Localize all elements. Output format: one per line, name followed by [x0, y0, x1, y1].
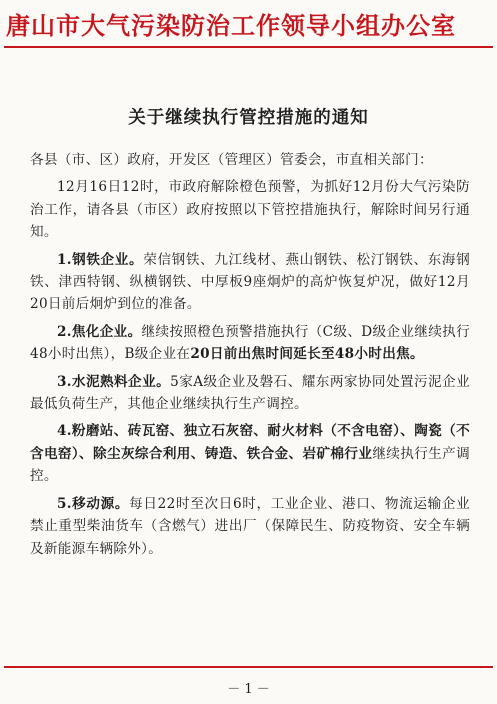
item-heading: 2.焦化企业。: [57, 323, 142, 340]
item-mobile-source: [30, 493, 470, 560]
salutation: 各县（市、区）政府，开发区（管理区）管委会，市直相关部门：: [30, 152, 433, 168]
item-text: 每日22时至次日6时，工业企业、港口、物流运输企业禁止重型柴油货车（含燃气）进出厂（保障民生、防疫物资、安全车辆及新能源车辆除外）。: [30, 495, 470, 557]
item-cement: [30, 371, 470, 416]
item-building-materials: [30, 420, 470, 487]
issuing-office-title: 唐山市大气污染防治工作领导小组办公室: [6, 11, 456, 40]
document-body: [30, 149, 470, 565]
item-steel: [30, 249, 470, 316]
page-number: － 1 －: [227, 682, 270, 697]
item-emphasis: 20日前出焦时间延长至48小时出焦。: [190, 346, 424, 363]
intro-paragraph: 12月16日12时，市政府解除橙色预警，为抓好12月份大气污染防治工作，请各县（市区）政府按照以下管控措施执行，解除时间另行通知。: [30, 179, 470, 241]
item-text: 继续执行生产调控。: [30, 445, 470, 485]
footer-red-rule: [4, 666, 493, 668]
item-text: 荣信钢铁、九江线材、燕山钢铁、松汀钢铁、东海钢铁、津西特钢、纵横钢铁、中厚板9座炯炉的高炉恢复炉况，做好12月20日前后炯炉到位的准备。: [30, 251, 470, 313]
item-text: 继续按照橙色预警措施执行（C级、D级企业继续执行48小时出焦），B级企业在: [30, 323, 471, 363]
item-heading: 1.钢铁企业。: [57, 251, 144, 268]
header-red-rule: [4, 46, 493, 48]
item-coking: [30, 321, 470, 366]
item-heading: 4.粉磨站、砖瓦窑、独立石灰窑、耐火材料（不含电窑）、陶瓷（不含电窑）、除尘灰综合利用、铸造、铁合金、岩矿棉行业: [30, 423, 470, 462]
document-title: 关于继续执行管控措施的通知: [128, 108, 369, 128]
item-heading: 3.水泥熟料企业。: [57, 373, 171, 390]
item-text: 5家A级企业及磐石、耀东两家协同处置污泥企业最低负荷生产，其他企业继续执行生产调控。: [30, 373, 470, 413]
item-heading: 5.移动源。: [57, 495, 130, 512]
